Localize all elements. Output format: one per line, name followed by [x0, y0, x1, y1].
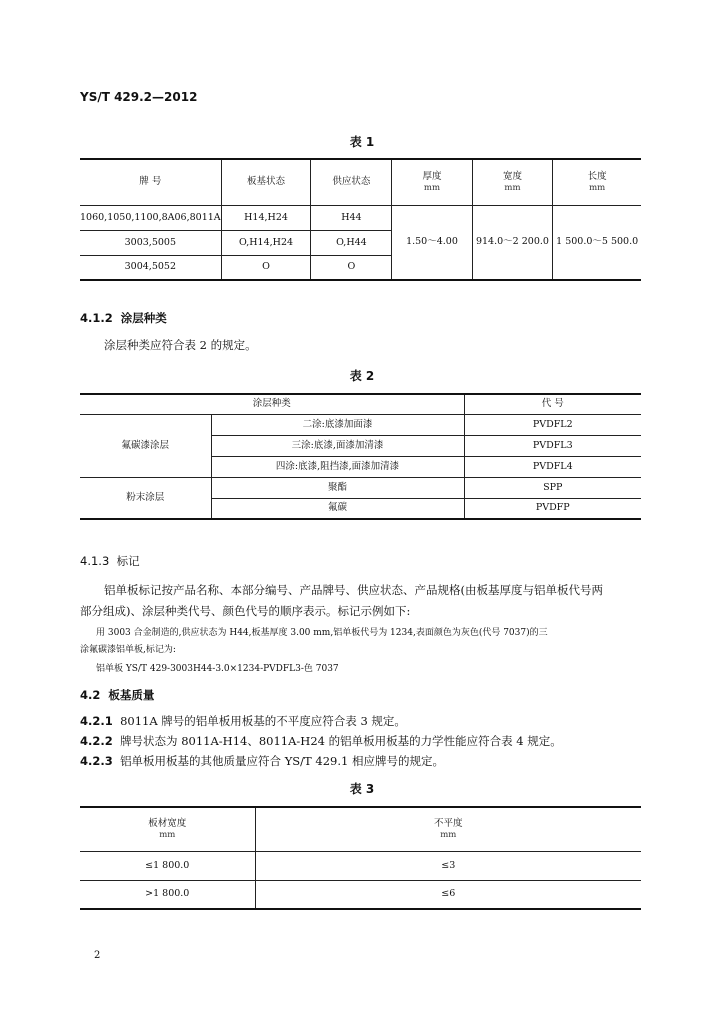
example-line1: 用 3003 合金制造的,供应状态为 H44,板基厚度 3.00 mm,铝单板代号为 1234,表面颜色为灰色(代号 7037)的三 — [96, 628, 548, 638]
table1-cell-sheet-temper: H14,H24 — [221, 205, 311, 230]
width-unit: mm — [504, 182, 521, 193]
section-4-1-2-text: 涂层种类应符合表 2 的规定。 — [104, 338, 257, 352]
table2-group-powder: 粉末涂层 — [80, 477, 211, 519]
standard-code-header: YS/T 429.2—2012 — [80, 90, 198, 104]
section-title: 标记 — [116, 554, 140, 568]
item-text: 铝单板用板基的其他质量应符合 YS/T 429.1 相应牌号的规定。 — [120, 754, 444, 768]
table1-cell-supply-temper: O — [311, 255, 392, 280]
table1-cell-sheet-temper: O,H14,H24 — [221, 230, 311, 255]
flatness-unit: mm — [440, 829, 457, 840]
table1-cell-supply-temper: H44 — [311, 205, 392, 230]
table1 — [80, 158, 641, 281]
table2-cell-code: SPP — [464, 477, 641, 498]
table1-thickness-range: 1.50～4.00 — [392, 205, 472, 280]
section-title: 涂层种类 — [120, 311, 167, 325]
table2-cell-code: PVDFL4 — [464, 456, 641, 477]
table2-cell-code: PVDFL2 — [464, 414, 641, 435]
section-4-1-3-text-line2: 部分组成)、涂层种类代号、颜色代号的顺序表示。标记示例如下: — [80, 604, 411, 618]
table1-cell-supply-temper: O,H44 — [311, 230, 392, 255]
item-number: 4.2.3 — [80, 754, 113, 768]
table1-length-range: 1 500.0～5 500.0 — [553, 205, 641, 280]
section-title: 板基质量 — [108, 688, 155, 702]
table1-header-thickness — [392, 159, 472, 205]
table1-width-range: 914.0～2 200.0 — [472, 205, 553, 280]
table2 — [80, 393, 641, 520]
table2-header-code: 代 号 — [464, 394, 641, 414]
table2-caption: 表 2 — [349, 369, 375, 383]
flatness-label: 不平度 — [433, 818, 463, 829]
table3-cell-width: >1 800.0 — [80, 880, 255, 909]
table3-caption: 表 3 — [349, 782, 375, 796]
table3 — [80, 806, 641, 910]
table-row — [80, 414, 641, 435]
length-unit: mm — [589, 182, 606, 193]
table2-cell-type: 二涂:底漆加面漆 — [211, 414, 464, 435]
section-number: 4.1.2 — [80, 311, 113, 325]
thickness-unit: mm — [423, 182, 441, 193]
table1-header-grade: 牌 号 — [80, 159, 221, 205]
table1-cell-sheet-temper: O — [221, 255, 311, 280]
table1-header-supply-temper: 供应状态 — [311, 159, 392, 205]
table1-header-width — [472, 159, 553, 205]
table1-header-length — [553, 159, 641, 205]
section-4-2-heading — [80, 687, 154, 703]
table1-cell-grade: 3003,5005 — [80, 230, 221, 255]
section-4-2-3 — [80, 753, 444, 769]
table2-cell-type: 四涂:底漆,阻挡漆,面漆加清漆 — [211, 456, 464, 477]
table2-header-type: 涂层种类 — [80, 394, 464, 414]
table3-header-flatness — [255, 807, 641, 851]
table-row — [80, 477, 641, 498]
width-label: 板材宽度 — [148, 818, 187, 829]
table1-cell-grade: 1060,1050,1100,8A06,8011A — [80, 205, 221, 230]
table3-cell-width: ≤1 800.0 — [80, 851, 255, 880]
table2-cell-type: 氟碳 — [211, 498, 464, 519]
item-text: 8011A 牌号的铝单板用板基的不平度应符合表 3 规定。 — [120, 714, 406, 728]
width-unit: mm — [159, 829, 176, 840]
section-4-1-3-heading — [80, 553, 140, 569]
table2-cell-type: 聚酯 — [211, 477, 464, 498]
section-4-1-3-text-line1: 铝单板标记按产品名称、本部分编号、产品牌号、供应状态、产品规格(由板基厚度与铝单板代号两 — [104, 583, 603, 597]
item-number: 4.2.1 — [80, 714, 113, 728]
length-label: 长度 — [587, 171, 607, 182]
table1-header-sheet-temper: 板基状态 — [221, 159, 311, 205]
section-number: 4.2 — [80, 688, 101, 702]
thickness-label: 厚度 — [422, 171, 442, 182]
example-line2: 涂氟碳漆铝单板,标记为: — [80, 645, 176, 655]
section-number: 4.1.3 — [80, 554, 110, 568]
section-4-2-2 — [80, 733, 562, 749]
section-4-2-1 — [80, 713, 406, 729]
table2-cell-code: PVDFL3 — [464, 435, 641, 456]
table1-caption: 表 1 — [349, 135, 375, 149]
table3-cell-flatness: ≤3 — [255, 851, 641, 880]
table3-header-width — [80, 807, 255, 851]
section-4-1-2-heading — [80, 310, 167, 326]
table3-cell-flatness: ≤6 — [255, 880, 641, 909]
table2-cell-code: PVDFP — [464, 498, 641, 519]
item-number: 4.2.2 — [80, 734, 113, 748]
page-number: 2 — [94, 950, 101, 961]
table-row — [80, 205, 641, 230]
table-row — [80, 851, 641, 880]
item-text: 牌号状态为 8011A-H14、8011A-H24 的铝单板用板基的力学性能应符合表 4 规定。 — [120, 734, 562, 748]
table2-group-fluorocarbon: 氟碳漆涂层 — [80, 414, 211, 477]
table2-cell-type: 三涂:底漆,面漆加清漆 — [211, 435, 464, 456]
example-line3: 铝单板 YS/T 429-3003H44-3.0×1234-PVDFL3-色 7037 — [96, 664, 339, 674]
table-row — [80, 880, 641, 909]
width-label: 宽度 — [502, 171, 522, 182]
table1-cell-grade: 3004,5052 — [80, 255, 221, 280]
